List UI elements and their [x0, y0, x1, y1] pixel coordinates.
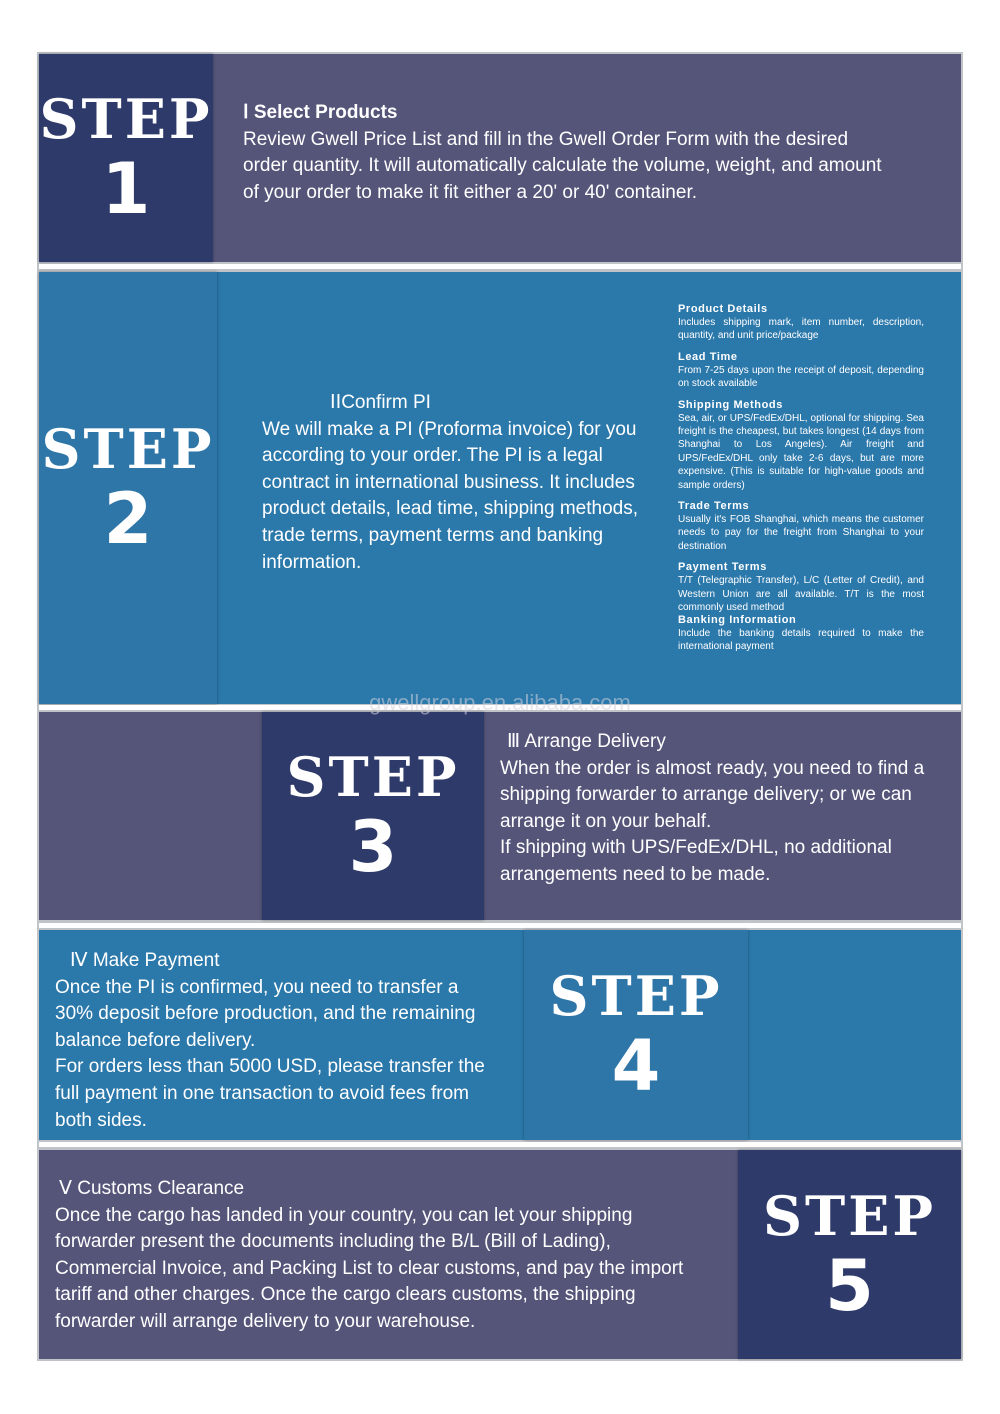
- step-2-badge: [39, 272, 217, 704]
- separator: [39, 1142, 961, 1147]
- step-5-line: forwarder present the documents including the B/L (Bill of Lading),: [55, 1231, 611, 1253]
- step-5-line: tariff and other charges. Once the cargo clears customs, the shipping: [55, 1284, 636, 1306]
- step-2-line: trade terms, payment terms and banking: [262, 524, 604, 546]
- step-2-line: product details, lead time, shipping methods,: [262, 498, 638, 520]
- step-4-line: balance before delivery.: [55, 1029, 256, 1051]
- step-3-number: 3: [348, 806, 398, 888]
- step-2-text: [262, 390, 662, 576]
- pi-details-list: [678, 302, 924, 660]
- pi-detail-title: Trade Terms: [678, 500, 750, 513]
- pi-detail-item: [678, 613, 924, 654]
- step-3-heading: Ⅲ Arrange Delivery: [507, 731, 666, 752]
- pi-detail-body: Include the banking details required to make the international payment: [678, 627, 924, 652]
- step-4-line: both sides.: [55, 1109, 147, 1131]
- pi-detail-title: Payment Terms: [678, 561, 767, 574]
- step-1-word: STEP: [39, 87, 213, 151]
- step-5-line: Commercial Invoice, and Packing List to clear customs, and pay the import: [55, 1257, 684, 1279]
- step-4-heading: Ⅳ Make Payment: [70, 950, 220, 971]
- pi-detail-item: [678, 398, 924, 492]
- step-5-heading: Ⅴ Customs Clearance: [59, 1178, 245, 1199]
- step-2-word: STEP: [41, 417, 215, 481]
- step-1-number: 1: [101, 148, 151, 230]
- step-5-text: [55, 1176, 725, 1336]
- separator: [39, 264, 961, 269]
- step-1-line: order quantity. It will automatically calculate the volume, weight, and amount: [243, 155, 882, 177]
- pi-detail-item: [678, 560, 924, 614]
- pi-detail-title: Lead Time: [678, 350, 738, 363]
- pi-detail-title: Shipping Methods: [678, 398, 783, 411]
- step-1-heading: Ⅰ Select Products: [243, 102, 398, 123]
- step-5-line: Once the cargo has landed in your country, you can let your shipping: [55, 1204, 633, 1226]
- pi-detail-body: Includes shipping mark, item number, description, quantity, and unit price/package: [678, 317, 924, 342]
- step-2-line: We will make a PI (Proforma invoice) for you: [262, 418, 637, 440]
- step-2-line: information.: [262, 551, 362, 573]
- separator: [39, 923, 961, 928]
- step-4-line: full payment in one transaction to avoid fees from: [55, 1082, 470, 1104]
- pi-detail-item: [678, 350, 924, 391]
- step-1-line: Review Gwell Price List and fill in the Gwell Order Form with the desired: [243, 128, 849, 150]
- step-3-text: [500, 729, 950, 889]
- step-4-badge: [524, 930, 748, 1140]
- pi-detail-body: Sea, air, or UPS/FedEx/DHL, optional for shipping. Sea freight is the cheapest, but takes longest (14 days from Shanghai to Los Angeles). Air freight and UPS/FedEx/DHL only take 2-6 days, but are more expensive. (This is suitable for high-value goods and sample orders): [678, 412, 924, 491]
- step-4-line: 30% deposit before production, and the remaining: [55, 1003, 476, 1025]
- step-4-number: 4: [611, 1025, 661, 1107]
- step-3-line: shipping forwarder to arrange delivery; or we can: [500, 784, 912, 806]
- step-1-line: of your order to make it fit either a 20' or 40' container.: [243, 181, 697, 203]
- pi-detail-title: Banking Information: [678, 613, 797, 626]
- step-2-heading: ⅠⅠConfirm PI: [330, 392, 431, 413]
- step-5-number: 5: [825, 1244, 874, 1327]
- step-2-line: contract in international business. It includes: [262, 471, 635, 493]
- step-5-word: STEP: [763, 1183, 936, 1248]
- step-3-line: If shipping with UPS/FedEx/DHL, no additional: [500, 837, 892, 859]
- step-4-word: STEP: [549, 964, 723, 1028]
- step-1-text: [243, 100, 943, 206]
- step-3-line: arrange it on your behalf.: [500, 810, 712, 832]
- pi-detail-body: From 7-25 days upon the receipt of deposit, depending on stock available: [678, 364, 924, 390]
- step-5-badge: [738, 1150, 961, 1359]
- pi-detail-title: Product Details: [678, 303, 768, 315]
- step-2-number: 2: [103, 478, 153, 560]
- step-3-word: STEP: [286, 745, 460, 809]
- step-4-text: [55, 948, 515, 1134]
- step-3-line: arrangements need to be made.: [500, 863, 771, 885]
- step-4-line: For orders less than 5000 USD, please transfer the: [55, 1056, 485, 1078]
- step-1-badge: [39, 54, 213, 262]
- step-5-line: forwarder will arrange delivery to your warehouse.: [55, 1310, 476, 1332]
- step-3-line: When the order is almost ready, you need to find a: [500, 757, 925, 779]
- step-3-badge: [262, 712, 484, 920]
- step-2-line: according to your order. The PI is a legal: [262, 445, 603, 467]
- pi-detail-body: Usually it's FOB Shanghai, which means the customer needs to pay for the freight from Shanghai to your destination: [678, 514, 924, 552]
- step-4-line: Once the PI is confirmed, you need to transfer a: [55, 976, 459, 998]
- pi-detail-item: [678, 302, 924, 343]
- watermark: gwellgroup.en.alibaba.com: [369, 690, 631, 715]
- pi-detail-item: [678, 499, 924, 553]
- pi-detail-body: T/T (Telegraphic Transfer), L/C (Letter of Credit), and Western Union are all available. T/T is the most commonly used method: [678, 575, 924, 614]
